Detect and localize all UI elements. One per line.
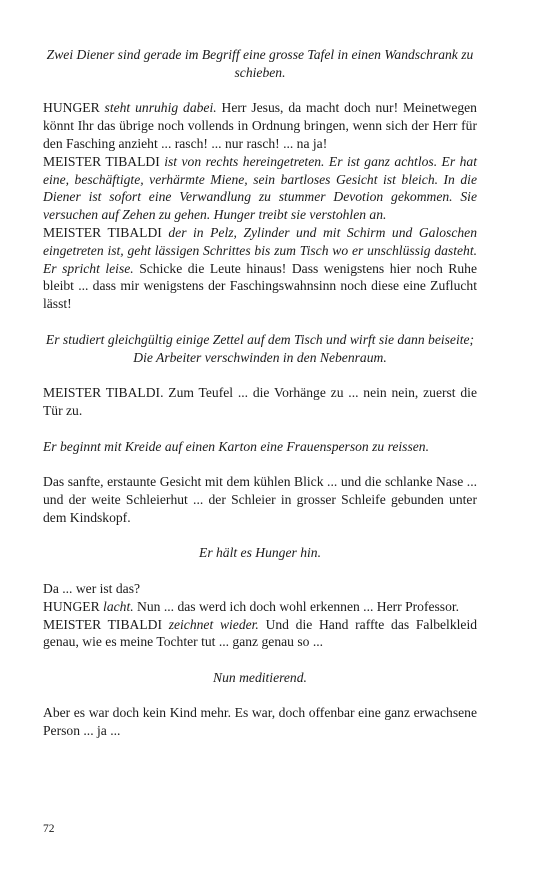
dialogue-tibaldi (43, 153, 477, 224)
dialogue-text: Das sanfte, erstaunte Gesicht mit dem kühlen Blick ... und die schlanke Nase ... und der weite Schleierhut ... der Schleier in grosser Schleife gebunden unter dem Kindskopf. (43, 474, 477, 525)
page-body (43, 46, 477, 740)
speaker-name: MEISTER TIBALDI (43, 153, 160, 169)
dialogue-hunger (43, 598, 477, 616)
stage-direction: Er beginnt mit Kreide auf einen Karton eine Frauensperson zu reissen. (43, 438, 429, 454)
dialogue-text: Da ... wer ist das? (43, 580, 141, 596)
dialogue-tibaldi (43, 224, 477, 313)
dialogue-text: Aber es war doch kein Kind mehr. Es war, doch offenbar eine ganz erwachsene Person ... ja ... (43, 705, 477, 739)
speaker-name: MEISTER TIBALDI (43, 616, 162, 632)
stage-direction: Er hält es Hunger hin. (199, 545, 321, 561)
inline-direction: ist von rechts hereingetreten. Er ist ganz achtlos. Er hat eine, beschäftigte, verhärmte Miene, sein bartloses Gesicht ist bleich. In die Diener ist sofort eine Verwandlung zu stummer Devotion gekommen. Sie versuchen auf Zehen zu gehen. Hunger treibt sie verstohlen an. (43, 153, 477, 223)
inline-direction: lacht. (103, 598, 134, 614)
page-number: 72 (43, 823, 55, 835)
dialogue-text: Herr Jesus, da macht doch nur! Meinetwegen könnt Ihr das übrige noch vollends in Ordnung bringen, wenn sich der Herr für den Fasching anzieht ... rasch! ... nur rasch! ... na ja! (43, 100, 477, 151)
inline-direction: der in Pelz, Zylinder und mit Schirm und Galoschen eingetreten ist, geht lässigen Schrittes bis zum Tisch wo er unschlüssig dasteht. Er spricht leise. (43, 224, 477, 276)
stage-direction: Nun meditierend. (213, 669, 307, 685)
dialogue-tibaldi: MEISTER TIBALDI. Zum Teufel ... die Vorhänge zu ... nein nein, zuerst die Tür zu. (43, 385, 477, 418)
stage-direction: Er studiert gleichgültig einige Zettel auf dem Tisch und wirft sie dann beiseite; Die Arbeiter verschwinden in den Nebenraum. (45, 331, 475, 365)
dialogue-text: Und die Hand raffte das Falbelkleid genau, wie es meine Tochter tut ... ganz genau so ... (43, 616, 478, 650)
dialogue-tibaldi (43, 616, 477, 652)
speaker-name: MEISTER TIBALDI (43, 224, 162, 240)
dialogue-text: Nun ... das werd ich doch wohl erkennen ... Herr Professor. (137, 598, 460, 614)
inline-direction: steht unruhig dabei. (104, 100, 217, 116)
stage-direction: Zwei Diener sind gerade im Begriff eine grosse Tafel in einen Wandschrank zu schieben. (46, 47, 474, 80)
dialogue-hunger (43, 99, 477, 152)
speaker-name: HUNGER (43, 100, 100, 116)
inline-direction: zeichnet wieder. (168, 616, 259, 632)
dialogue-text: Schicke die Leute hinaus! Dass wenigstens hier noch Ruhe bleibt ... dass mir wenigstens der Faschingswahnsinn noch diese eine Zuflucht lässt! (43, 260, 477, 312)
speaker-name: HUNGER (43, 598, 100, 614)
